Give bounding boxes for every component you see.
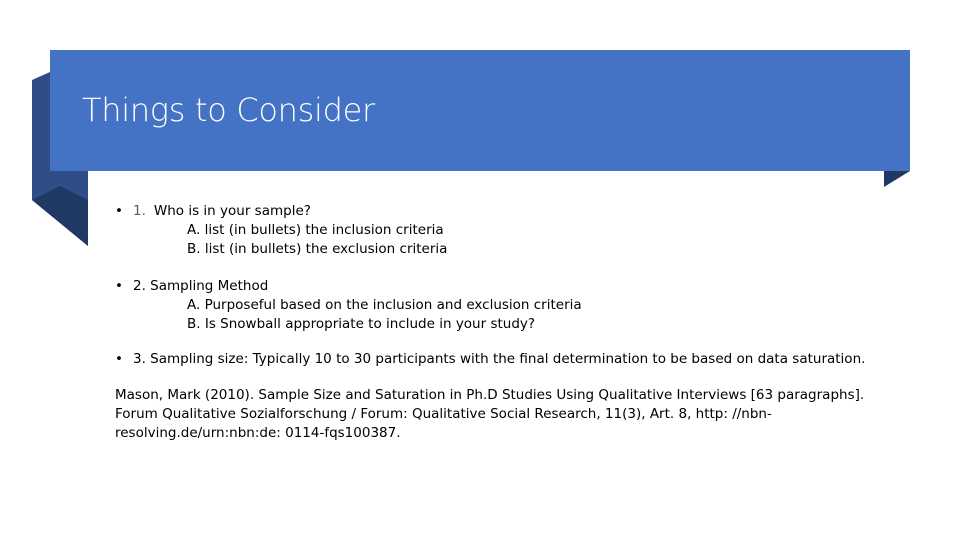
slide-title: Things to Consider <box>82 91 375 129</box>
bullet-icon: • <box>115 203 123 219</box>
item-text: 2. Sampling Method <box>133 278 269 294</box>
bullet-icon: • <box>115 351 123 367</box>
bullet-icon: • <box>115 278 123 294</box>
sub-item: A. list (in bullets) the inclusion criteria <box>187 222 444 238</box>
reference-citation: Mason, Mark (2010). Sample Size and Saturation in Ph.D Studies Using Qualitative Interviews [63 paragraphs]. Forum Qualitative Sozialforschung / Forum: Qualitative Social Research, 11(3), Art. 8, http: //nbn-resolving.de/urn:nbn:de: 0114-fqs100387. <box>115 387 865 441</box>
slide-body <box>115 202 895 443</box>
list-item-2 <box>115 277 895 334</box>
right-fold-shadow <box>884 171 910 187</box>
sub-item: A. Purposeful based on the inclusion and exclusion criteria <box>187 297 582 313</box>
list-item-3 <box>115 350 895 369</box>
item-text: Who is in your sample? <box>153 203 311 219</box>
item-text: 3. Sampling size: Typically 10 to 30 participants with the final determination to be based on data saturation. <box>133 351 866 367</box>
list-item-1 <box>115 202 895 259</box>
sub-item: B. list (in bullets) the exclusion criteria <box>187 241 448 257</box>
sub-item: B. Is Snowball appropriate to include in your study? <box>187 316 536 332</box>
item-number: 1. <box>133 203 146 219</box>
